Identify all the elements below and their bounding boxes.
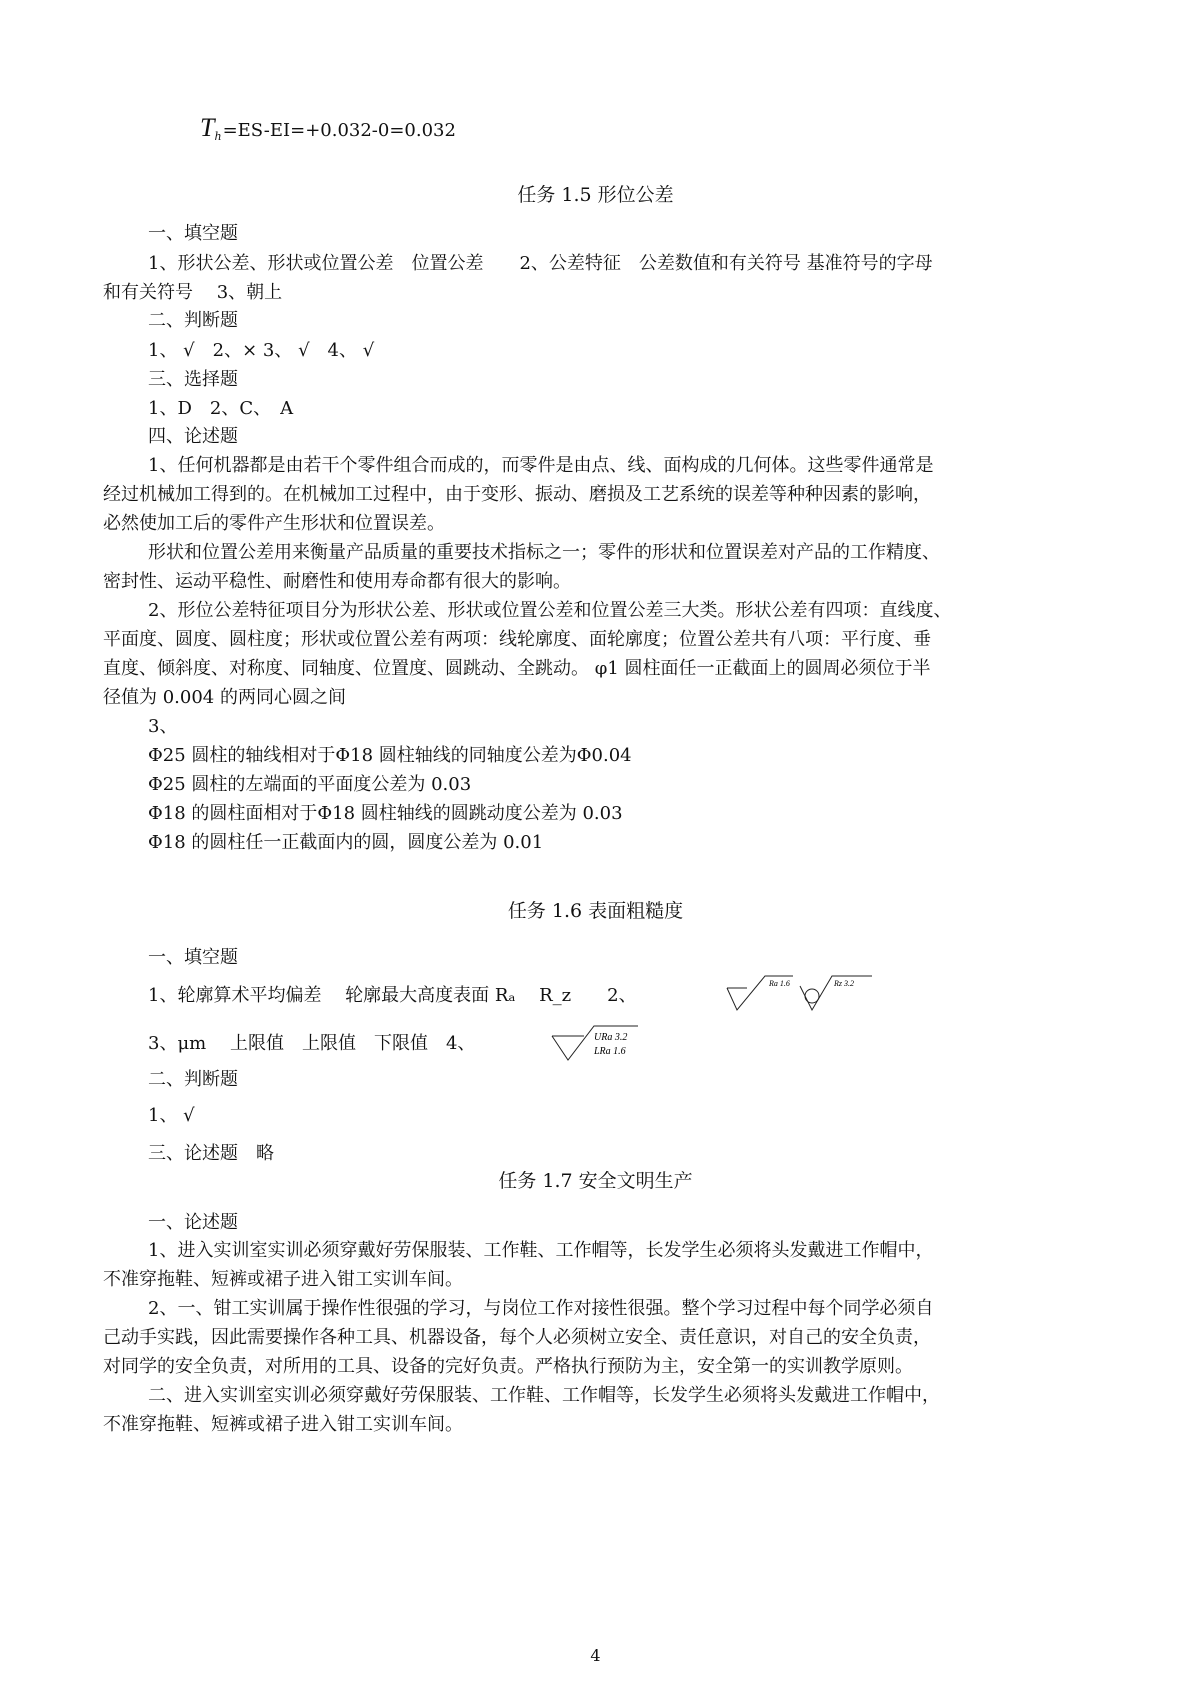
s15-line-14: 平面度、圆度、圆柱度；形状或位置公差有两项：线轮廓度、面轮廓度；位置公差共有八项：平行度、垂 xyxy=(103,629,931,650)
s15-line-1: 1、形状公差、形状或位置公差 位置公差 2、公差特征 公差数值和有关符号 基准符号的字母 xyxy=(148,253,933,274)
s15-line-10: 必然使加工后的零件产生形状和位置误差。 xyxy=(103,513,445,534)
s15-line-13: 2、形位公差特征项目分为形状公差、形状或位置公差和位置公差三大类。形状公差有四项：直线度、 xyxy=(148,600,952,621)
s15-line-16: 径值为 0.004 的两同心圆之间 xyxy=(103,687,346,708)
s15-line-15: 直度、倾斜度、对称度、同轴度、位置度、圆跳动、全跳动。 φ1 圆柱面任一正截面上的圆周必须位于半 xyxy=(103,658,931,679)
roughness-upper-label: URa 3.2 xyxy=(594,1032,628,1043)
s15-line-17: 3、 xyxy=(148,716,178,737)
s17-line-0: 一、论述题 xyxy=(148,1212,238,1233)
s17-line-6: 二、进入实训室实训必须穿戴好劳保服装、工作鞋、工作帽等，长发学生必须将头发戴进工作帽中， xyxy=(148,1385,940,1406)
s17-line-2: 不准穿拖鞋、短裤或裙子进入钳工实训车间。 xyxy=(103,1269,463,1290)
page-number: 4 xyxy=(590,1646,601,1665)
s15-line-12: 密封性、运动平稳性、耐磨性和使用寿命都有很大的影响。 xyxy=(103,571,571,592)
s15-line-7: 四、论述题 xyxy=(148,426,238,447)
s17-line-1: 1、进入实训室实训必须穿戴好劳保服装、工作鞋、工作帽等，长发学生必须将头发戴进工作帽中， xyxy=(148,1240,934,1261)
s17-line-5: 对同学的安全负责，对所用的工具、设备的完好负责。严格执行预防为主，安全第一的实训教学原则。 xyxy=(103,1356,913,1377)
section-title-1-7: 任务 1.7 安全文明生产 xyxy=(498,1170,693,1192)
s15-line-2: 和有关符号 3、朝上 xyxy=(103,282,283,303)
s15-line-8: 1、任何机器都是由若干个零件组合而成的，而零件是由点、线、面构成的几何体。这些零件通常是 xyxy=(148,455,934,476)
s15-line-21: Φ18 的圆柱任一正截面内的圆，圆度公差为 0.01 xyxy=(148,832,544,853)
s15-line-0: 一、填空题 xyxy=(148,223,238,244)
formula-symbol: T xyxy=(200,113,215,142)
s15-line-11: 形状和位置公差用来衡量产品质量的重要技术指标之一；零件的形状和位置误差对产品的工作精度、 xyxy=(148,542,940,563)
formula-line xyxy=(200,108,456,153)
s15-line-5: 三、选择题 xyxy=(148,369,238,390)
formula-text: =ES-EI=+0.032-0=0.032 xyxy=(222,120,456,141)
s15-line-9: 经过机械加工得到的。在机械加工过程中，由于变形、振动、磨损及工艺系统的误差等种种因素的影响， xyxy=(103,484,931,505)
formula-subscript: h xyxy=(214,130,222,143)
s15-line-18: Φ25 圆柱的轴线相对于Φ18 圆柱轴线的同轴度公差为Φ0.04 xyxy=(148,745,632,766)
s16-line-5: 1、 √ xyxy=(148,1105,195,1126)
s15-line-20: Φ18 的圆柱面相对于Φ18 圆柱轴线的圆跳动度公差为 0.03 xyxy=(148,803,623,824)
s15-line-3: 二、判断题 xyxy=(148,310,238,331)
roughness-rz-label: Rz 3.2 xyxy=(834,979,854,988)
roughness-rz-symbol xyxy=(798,974,878,1014)
s17-line-7: 不准穿拖鞋、短裤或裙子进入钳工实训车间。 xyxy=(103,1414,463,1435)
s16-line-3: 3、μm 上限值 上限值 下限值 4、 xyxy=(148,1033,476,1054)
roughness-ra-label: Ra 1.6 xyxy=(769,979,790,988)
s16-line-2: 1、轮廓算术平均偏差 轮廓最大高度表面 Rₐ R_z 2、 xyxy=(148,985,637,1006)
s16-line-1: 一、填空题 xyxy=(148,947,238,968)
s17-line-3: 2、一、钳工实训属于操作性很强的学习，与岗位工作对接性很强。整个学习过程中每个同学必须自 xyxy=(148,1298,934,1319)
s16-line-6: 三、论述题 略 xyxy=(148,1143,274,1164)
s15-line-6: 1、D 2、C、 A xyxy=(148,398,294,419)
roughness-ra-symbol xyxy=(725,974,795,1014)
s15-line-19: Φ25 圆柱的左端面的平面度公差为 0.03 xyxy=(148,774,472,795)
section-title-1-6: 任务 1.6 表面粗糙度 xyxy=(507,900,684,922)
roughness-lower-label: LRa 1.6 xyxy=(594,1046,626,1057)
s17-line-4: 己动手实践，因此需要操作各种工具、机器设备，每个人必须树立安全、责任意识，对自己的安全负责， xyxy=(103,1327,931,1348)
s15-line-4: 1、 √ 2、× 3、 √ 4、 √ xyxy=(148,340,375,361)
s16-line-4: 二、判断题 xyxy=(148,1069,238,1090)
section-title-1-5: 任务 1.5 形位公差 xyxy=(517,184,674,206)
roughness-limit-symbol xyxy=(550,1024,640,1064)
